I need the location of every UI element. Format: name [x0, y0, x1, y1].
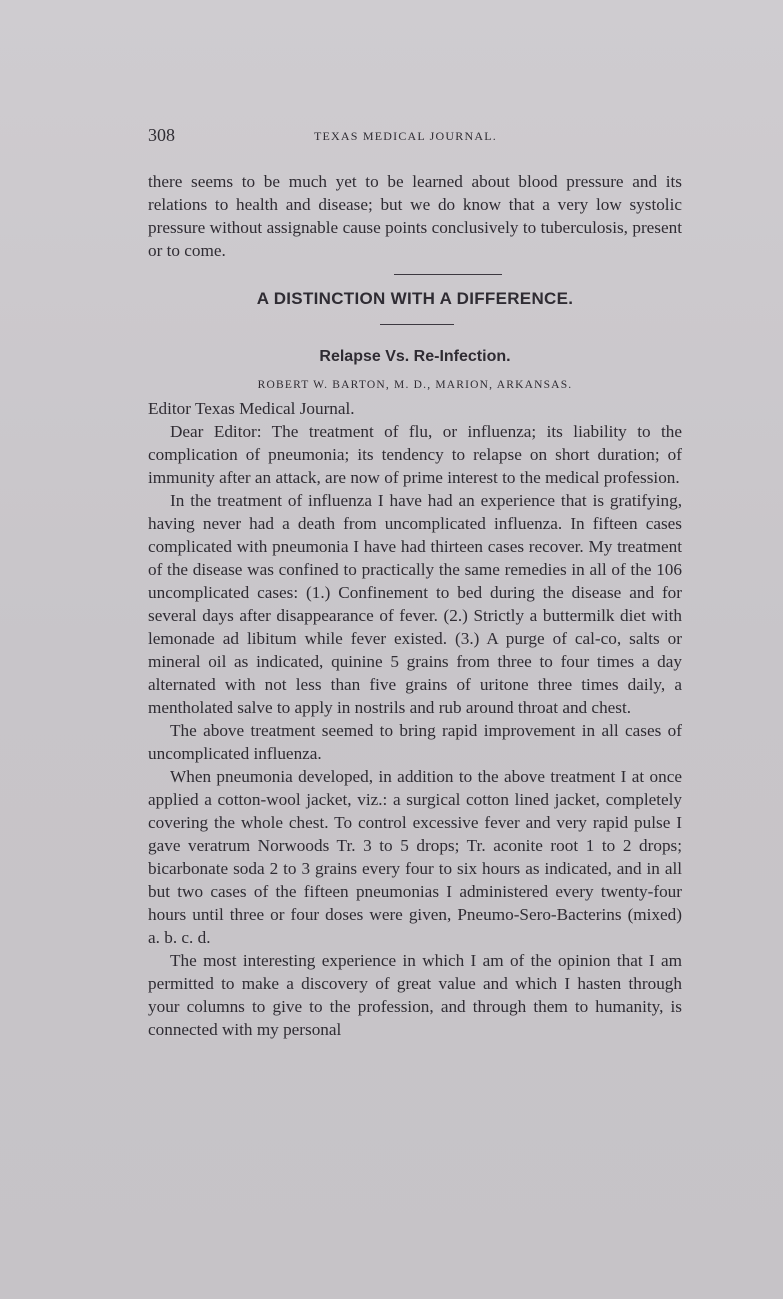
- paragraph: Dear Editor: The treatment of flu, or influenza; its liability to the complication of pneumonia; its tendency to relapse on short duration; of immunity after an attack, are now of prime interest to the medical profession.: [148, 422, 682, 487]
- opening-paragraph: there seems to be much yet to be learned about blood pressure and its relations to health and disease; but we do know that a very low systolic pressure without assignable cause points conclusively to tuberculosis, present or to come.: [148, 172, 682, 260]
- paragraph: The most interesting experience in which I am of the opinion that I am permitted to make a discovery of great value and which I hasten through your columns to give to the profession, and through them to humanity, is connected with my personal: [148, 951, 682, 1039]
- paragraph: When pneumonia developed, in addition to the above treatment I at once applied a cotton-wool jacket, viz.: a surgical cotton lined jacket, completely covering the whole chest. To control excessive fever and very rapid pulse I gave veratrum Norwoods Tr. 3 to 5 drops; Tr. aconite root 1 to 2 drops; bicarbonate soda 2 to 3 grains every four to six hours as indicated, and in all but two cases of the fifteen pneumonias I administered every twenty-four hours until three or four doses were given, Pneumo-Sero-Bacterins (mixed) a. b. c. d.: [148, 767, 682, 947]
- journal-title: TEXAS MEDICAL JOURNAL.: [314, 129, 497, 143]
- section-divider: [394, 274, 502, 275]
- paragraph: In the treatment of influenza I have had an experience that is gratifying, having never had a death from uncomplicated influenza. In fifteen cases complicated with pneumonia I have had thirteen cases recover. My treatment of the disease was confined to practically the same remedies in all of the 106 uncomplicated cases: (1.) Confinement to bed during the disease and for several days after disappearance of fever. (2.) Strictly a buttermilk diet with lemonade ad libitum while fever existed. (3.) A purge of cal-co, salts or mineral oil as indicated, quinine 5 grains from three to four times a day alternated with not less than five grains of uritone three times daily, a mentholated salve to apply in nostrils and rub around throat and chest.: [148, 491, 682, 717]
- salutation: Editor Texas Medical Journal.: [148, 399, 355, 418]
- page-body: [148, 170, 682, 1041]
- article-author: ROBERT W. BARTON, M. D., MARION, ARKANSAS.: [257, 379, 573, 391]
- article-subtitle: Relapse Vs. Re-Infection.: [319, 348, 511, 365]
- title-divider: [380, 324, 454, 325]
- article-title: A DISTINCTION WITH A DIFFERENCE.: [256, 289, 574, 308]
- paragraph: The above treatment seemed to bring rapid improvement in all cases of uncomplicated influenza.: [148, 721, 682, 763]
- page-number: 308: [148, 125, 175, 145]
